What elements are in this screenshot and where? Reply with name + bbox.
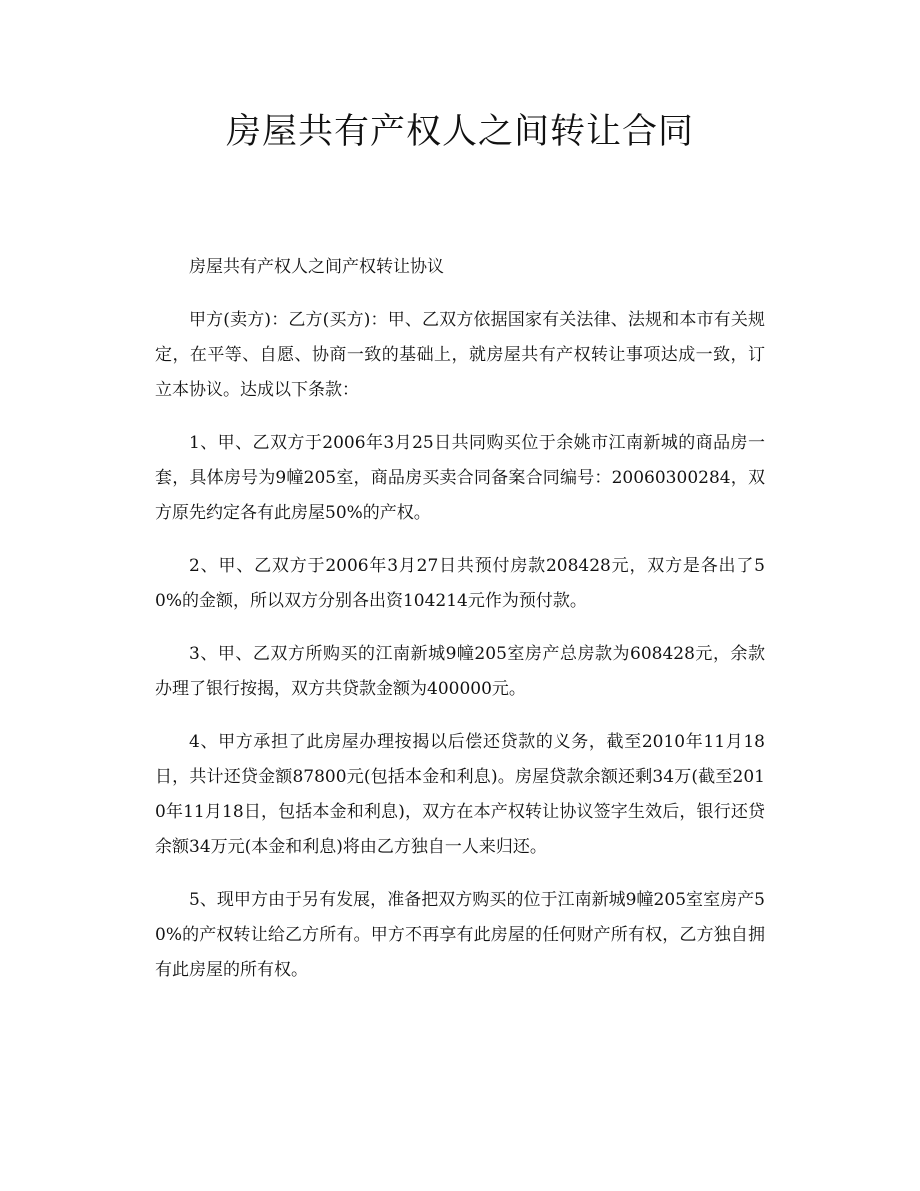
clause-3: 3、甲、乙双方所购买的江南新城9幢205室房产总房款为608428元，余款办理了银行按揭，双方共贷款金额为400000元。 (155, 644, 765, 699)
parties-paragraph: 甲方(卖方)：乙方(买方)：甲、乙双方依据国家有关法律、法规和本市有关规定，在平等、自愿、协商一致的基础上，就房屋共有产权转让事项达成一致，订立本协议。达成以下条款： (155, 310, 765, 400)
clause-2: 2、甲、乙双方于2006年3月27日共预付房款208428元，双方是各出了50%的金额，所以双方分别各出资104214元作为预付款。 (155, 556, 765, 611)
document-title: 房屋共有产权人之间转让合同 (225, 112, 694, 152)
agreement-subtitle: 房屋共有产权人之间产权转让协议 (189, 257, 444, 277)
clause-5: 5、现甲方由于另有发展，准备把双方购买的位于江南新城9幢205室室房产50%的产权转让给乙方所有。甲方不再享有此房屋的任何财产所有权，乙方独自拥有此房屋的所有权。 (155, 890, 765, 980)
clause-1: 1、甲、乙双方于2006年3月25日共同购买位于余姚市江南新城的商品房一套，具体房号为9幢205室，商品房买卖合同备案合同编号：20060300284，双方原先约定各有此房屋50%的产权。 (155, 433, 765, 523)
clause-4: 4、甲方承担了此房屋办理按揭以后偿还贷款的义务，截至2010年11月18日，共计还贷金额87800元(包括本金和利息)。房屋贷款余额还剩34万(截至2010年11月18日，包括本金和利息)，双方在本产权转让协议签字生效后，银行还贷余额34万元(本金和利息)将由乙方独自一人来归还。 (155, 732, 765, 857)
document-body (155, 250, 765, 1006)
